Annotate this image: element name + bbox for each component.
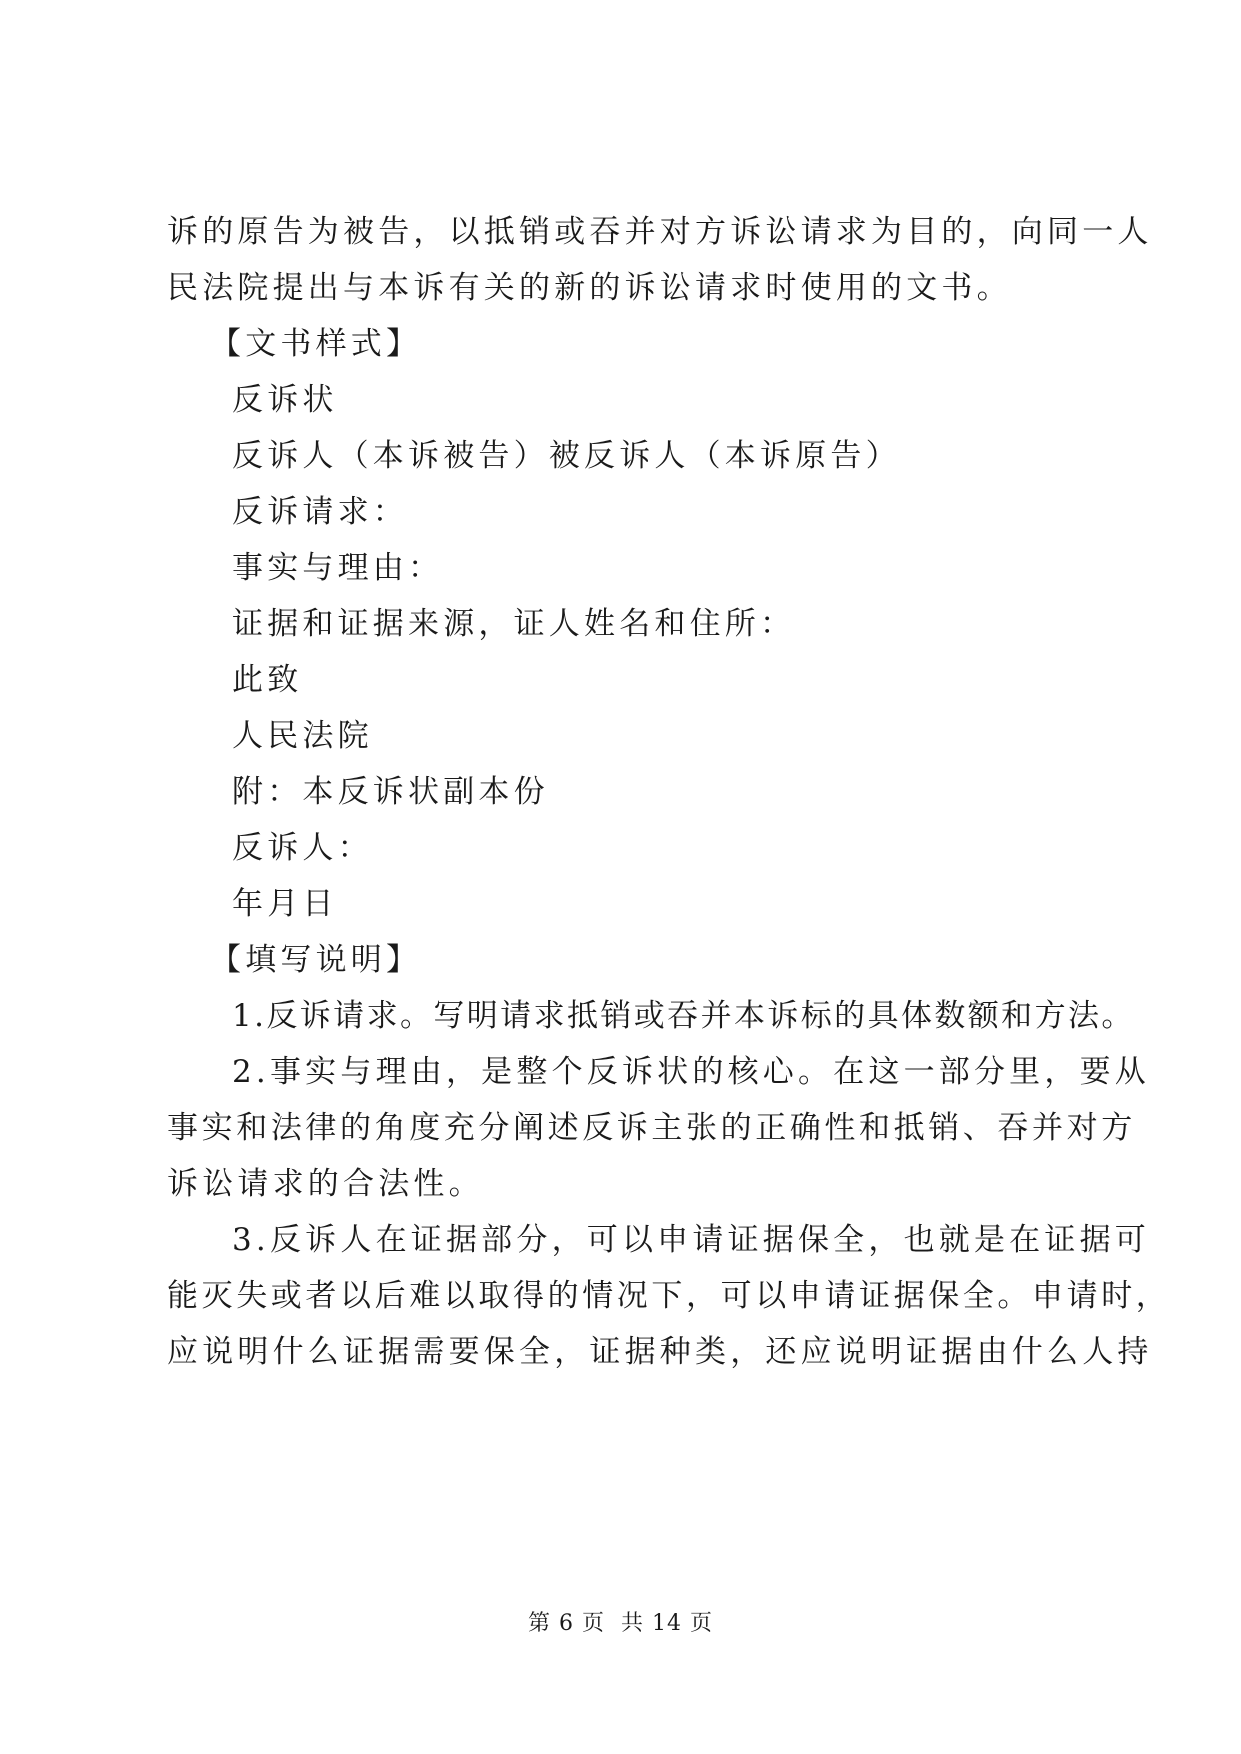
body-line: 反诉状 <box>232 382 338 418</box>
body-line: 诉的原告为被告，以抵销或吞并对方诉讼请求为目的，向同一人 <box>167 214 1153 250</box>
body-line: 此致 <box>232 662 303 698</box>
body-line: 附：本反诉状副本份 <box>232 774 549 810</box>
body-line: 民法院提出与本诉有关的新的诉讼请求时使用的文书。 <box>167 270 1012 306</box>
body-line: 2.事实与理由，是整个反诉状的核心。在这一部分里，要从 <box>232 1054 1150 1090</box>
body-line: 证据和证据来源，证人姓名和住所： <box>232 606 796 642</box>
body-line: 反诉请求： <box>232 494 408 530</box>
page-number-footer: 第 6 页 共 14 页 <box>528 1611 713 1636</box>
body-line: 事实与理由： <box>232 550 444 586</box>
body-line: 应说明什么证据需要保全，证据种类，还应说明证据由什么人持 <box>167 1334 1153 1370</box>
body-line: 3.反诉人在证据部分，可以申请证据保全，也就是在证据可 <box>232 1222 1150 1258</box>
body-line: 事实和法律的角度充分阐述反诉主张的正确性和抵销、吞并对方 <box>167 1110 1136 1146</box>
body-line: 能灭失或者以后难以取得的情况下，可以申请证据保全。申请时， <box>167 1278 1171 1314</box>
section-heading: 【文书样式】 <box>210 326 422 362</box>
body-line: 反诉人（本诉被告）被反诉人（本诉原告） <box>232 438 901 474</box>
body-line: 1.反诉请求。写明请求抵销或吞并本诉标的具体数额和方法。 <box>232 998 1135 1034</box>
body-line: 反诉人： <box>232 830 373 866</box>
body-line: 诉讼请求的合法性。 <box>167 1166 484 1202</box>
body-line: 年月日 <box>232 886 338 922</box>
section-heading: 【填写说明】 <box>210 942 422 978</box>
body-line: 人民法院 <box>232 718 373 754</box>
